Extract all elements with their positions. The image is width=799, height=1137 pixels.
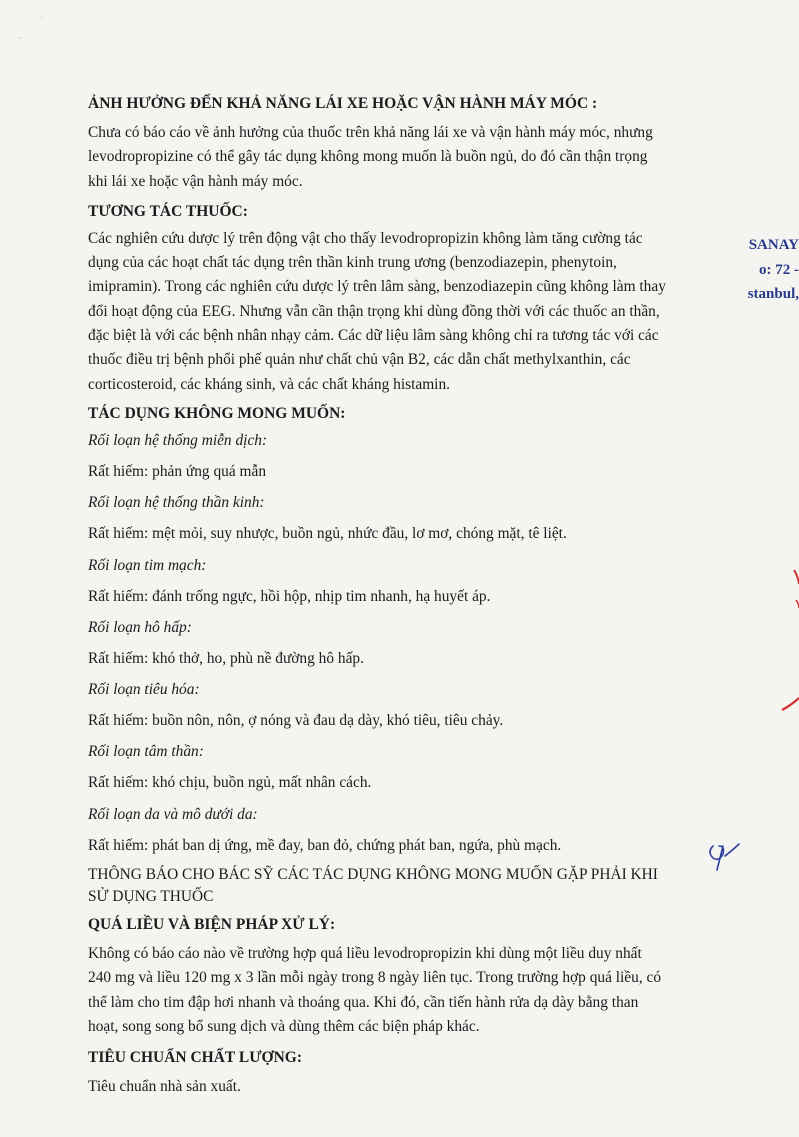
stamp-line: SANAY: [748, 237, 799, 253]
interactions-line: đặc biệt là với các bệnh nhân nhạy cảm. Các dữ liệu lâm sàng không chỉ ra tương tác với các: [88, 327, 659, 345]
stamp-line: o: 72 -: [759, 262, 799, 278]
company-stamp: [749, 237, 799, 254]
interactions-line: dụng của các hoạt chất tác dụng trên thần kinh trung ương (benzodiazepin, phenytoin,: [88, 254, 617, 272]
adverse-notice-line: THÔNG BÁO CHO BÁC SỸ CÁC TÁC DỤNG KHÔNG MONG MUỐN GẶP PHẢI KHI: [88, 866, 658, 884]
interactions-line: corticosteroid, các kháng sinh, và các chất kháng histamin.: [88, 375, 450, 393]
adverse-group-text: Rất hiếm: đánh trống ngực, hồi hộp, nhịp tim nhanh, hạ huyết áp.: [88, 587, 491, 605]
adverse-group-text: Rất hiếm: phát ban dị ứng, mề đay, ban đỏ, chứng phát ban, ngứa, phù mạch.: [88, 836, 562, 854]
overdose-line: thể làm cho tim đập hơi nhanh và thoáng qua. Khi đó, cần tiến hành rửa dạ dày bằng than: [88, 993, 639, 1011]
document-body: [88, 93, 722, 1100]
stamp-line: stanbul,: [747, 286, 799, 302]
driving-line: khi lái xe hoặc vận hành máy móc.: [88, 172, 303, 190]
adverse-section: [88, 403, 722, 908]
handwritten-initial: [703, 838, 743, 872]
adverse-group-text: Rất hiếm: khó thở, ho, phù nề đường hô hấp.: [88, 649, 364, 667]
company-stamp-line2: [759, 262, 799, 279]
adverse-group-text: Rất hiếm: mệt mỏi, suy nhược, buồn ngủ, nhức đầu, lơ mơ, chóng mặt, tê liệt.: [88, 525, 567, 543]
overdose-line: hoạt, song song bổ sung dịch và dùng thêm các biện pháp khác.: [88, 1017, 480, 1035]
adverse-group-title: Rối loạn tiêu hóa:: [88, 681, 200, 699]
adverse-group-title: Rối loạn hô hấp:: [88, 618, 192, 636]
overdose-line: Không có báo cáo nào về trường hợp quá liều levodropropizin khi dùng một liều duy nhất: [88, 945, 642, 963]
interactions-line: imipramin). Trong các nghiên cứu dược lý trên lâm sàng, benzodiazepin cũng không làm thay: [88, 278, 666, 296]
adverse-group-text: Rất hiếm: phản ứng quá mẫn: [88, 462, 267, 480]
adverse-heading: TÁC DỤNG KHÔNG MONG MUỐN:: [88, 404, 346, 422]
red-stamp-fragment: [780, 560, 799, 720]
interactions-heading: TƯƠNG TÁC THUỐC:: [88, 202, 248, 220]
overdose-line: 240 mg và liều 120 mg x 3 lần mỗi ngày trong 8 ngày liên tục. Trong trường hợp quá liều, có: [88, 969, 662, 987]
driving-line: Chưa có báo cáo về ảnh hưởng của thuốc trên khả năng lái xe và vận hành máy móc, nhưng: [88, 124, 653, 141]
interactions-section: [88, 201, 722, 397]
interactions-line: Các nghiên cứu dược lý trên động vật cho thấy levodropropizin không làm tăng cường tác: [88, 229, 643, 247]
company-stamp-line3: [748, 286, 799, 303]
adverse-group-title: Rối loạn hệ thống miễn dịch:: [88, 431, 268, 449]
interactions-line: đổi hoạt động của EEG. Nhưng vẫn cần thận trọng khi dùng đồng thời với các thuốc an thần,: [88, 302, 660, 320]
driving-heading: ẢNH HƯỞNG ĐẾN KHẢ NĂNG LÁI XE HOẶC VẬN HÀNH MÁY MÓC :: [88, 95, 598, 112]
overdose-heading: QUÁ LIỀU VÀ BIỆN PHÁP XỬ LÝ:: [88, 916, 336, 934]
driving-line: levodropropizine có thể gây tác dụng không mong muốn là buồn ngủ, do đó cần thận trọng: [88, 148, 648, 166]
driving-section: [88, 93, 722, 194]
adverse-notice-line: SỬ DỤNG THUỐC: [88, 888, 214, 906]
adverse-notice: [88, 864, 722, 908]
scan-specks: [14, 8, 54, 48]
adverse-group-title: Rối loạn tim mạch:: [88, 556, 207, 574]
adverse-group-title: Rối loạn da và mô dưới da:: [88, 805, 258, 823]
adverse-group-title: Rối loạn tâm thần:: [88, 743, 204, 761]
adverse-group-text: Rất hiếm: khó chịu, buồn ngủ, mất nhân cách.: [88, 774, 372, 792]
overdose-section: [88, 914, 722, 1039]
adverse-group-title: Rối loạn hệ thống thần kinh:: [88, 494, 265, 512]
quality-line: Tiêu chuẩn nhà sản xuất.: [88, 1078, 241, 1096]
interactions-line: thuốc điều trị bệnh phổi phế quản như chất chủ vận B2, các dẫn chất methylxanthin, các: [88, 351, 631, 369]
quality-heading: TIÊU CHUẨN CHẤT LƯỢNG:: [88, 1049, 303, 1067]
adverse-group-text: Rất hiếm: buồn nôn, nôn, ợ nóng và đau dạ dày, khó tiêu, tiêu chảy.: [88, 712, 504, 730]
quality-section: [88, 1047, 722, 1099]
